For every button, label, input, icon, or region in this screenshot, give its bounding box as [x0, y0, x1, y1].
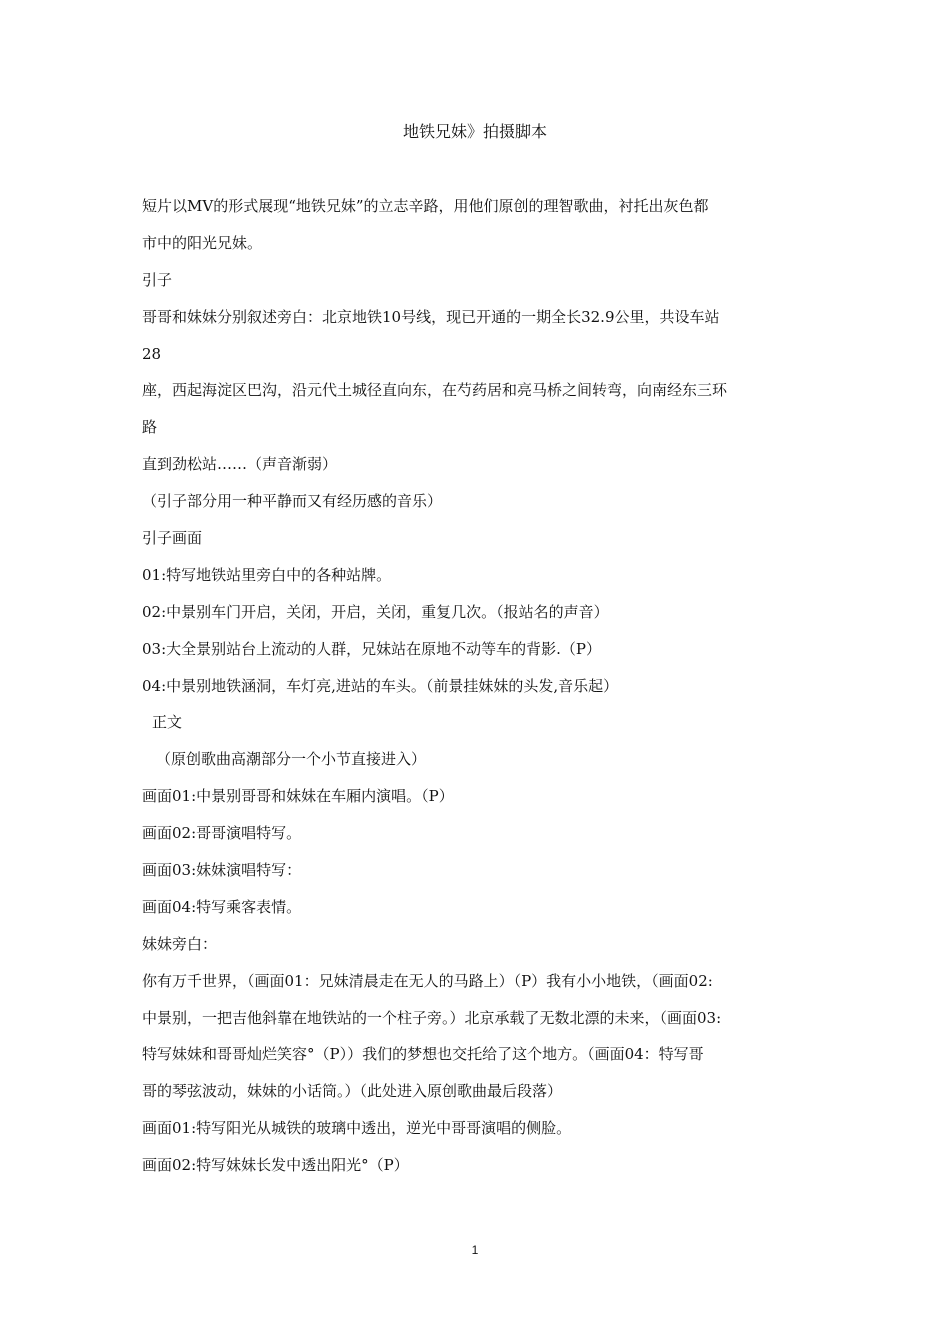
- shot-line: 画面02:哥哥演唱特写。: [142, 824, 302, 843]
- text-line: 哥的琴弦波动，妹妹的小话筒。）（此处进入原创歌曲最后段落）: [142, 1082, 563, 1101]
- text-line: 中景别，一把吉他斜靠在地铁站的一个柱子旁。）北京承载了无数北漂的未来，（画面03:: [142, 1008, 722, 1027]
- text-line: 短片以MV的形式展现“地铁兄妹”的立志辛路，用他们原创的理智歌曲，衬托出灰色都: [142, 197, 709, 215]
- shot-line: 03:大全景别站台上流动的人群，兄妹站在原地不动等车的背影.（P）: [142, 639, 602, 658]
- shot-line: 画面04:特写乘客表情。: [142, 897, 302, 916]
- shot-line: 04:中景别地铁涵洞，车灯亮,进站的车头。（前景挂妹妹的头发,音乐起）: [142, 676, 619, 695]
- document-title: 地铁兄妹》拍摄脚本: [402, 122, 547, 141]
- section-heading: 引子画面: [142, 529, 203, 548]
- section-heading: 引子: [142, 270, 173, 289]
- shot-line: 01:特写地铁站里旁白中的各种站牌。: [142, 565, 392, 584]
- text-line: 市中的阳光兄妹。: [142, 233, 263, 252]
- text-line: 哥哥和妹妹分别叙述旁白：北京地铁10号线，现已开通的一期全长32.9公里，共设车站: [142, 307, 720, 326]
- document-body: [142, 188, 812, 1184]
- shot-line: 画面01:中景别哥哥和妹妹在车厢内演唱。（P）: [142, 787, 454, 806]
- text-line: 你有万千世界，（画面01：兄妹清晨走在无人的马路上）（P）我有小小地铁，（画面02:: [142, 971, 713, 990]
- text-line: 座，西起海淀区巴沟，沿元代土城径直向东，在芍药居和亮马桥之间转弯，向南经东三环: [142, 381, 728, 400]
- text-line: （引子部分用一种平静而又有经历感的音乐）: [142, 492, 443, 511]
- section-heading: 妹妹旁白：: [142, 934, 218, 953]
- text-line: 直到劲松站……（声音渐弱）: [142, 455, 338, 474]
- text-line: 特写妹妹和哥哥灿烂笑容°（P））我们的梦想也交托给了这个地方。（画面04：特写哥: [142, 1045, 704, 1064]
- text-line: 路: [142, 418, 158, 437]
- section-heading: 正文: [152, 713, 183, 732]
- shot-line: 画面02:特写妹妹长发中透出阳光°（P）: [142, 1156, 409, 1175]
- text-line: 28: [142, 344, 162, 363]
- shot-line: 02:中景别车门开启，关闭，开启，关闭，重复几次。（报站名的声音）: [142, 602, 609, 621]
- page-number: 1: [471, 1243, 479, 1257]
- text-line: （原创歌曲高潮部分一个小节直接进入）: [156, 750, 427, 769]
- shot-line: 画面03:妹妹演唱特写：: [142, 861, 302, 880]
- shot-line: 画面01:特写阳光从城铁的玻璃中透出，逆光中哥哥演唱的侧脸。: [142, 1119, 572, 1138]
